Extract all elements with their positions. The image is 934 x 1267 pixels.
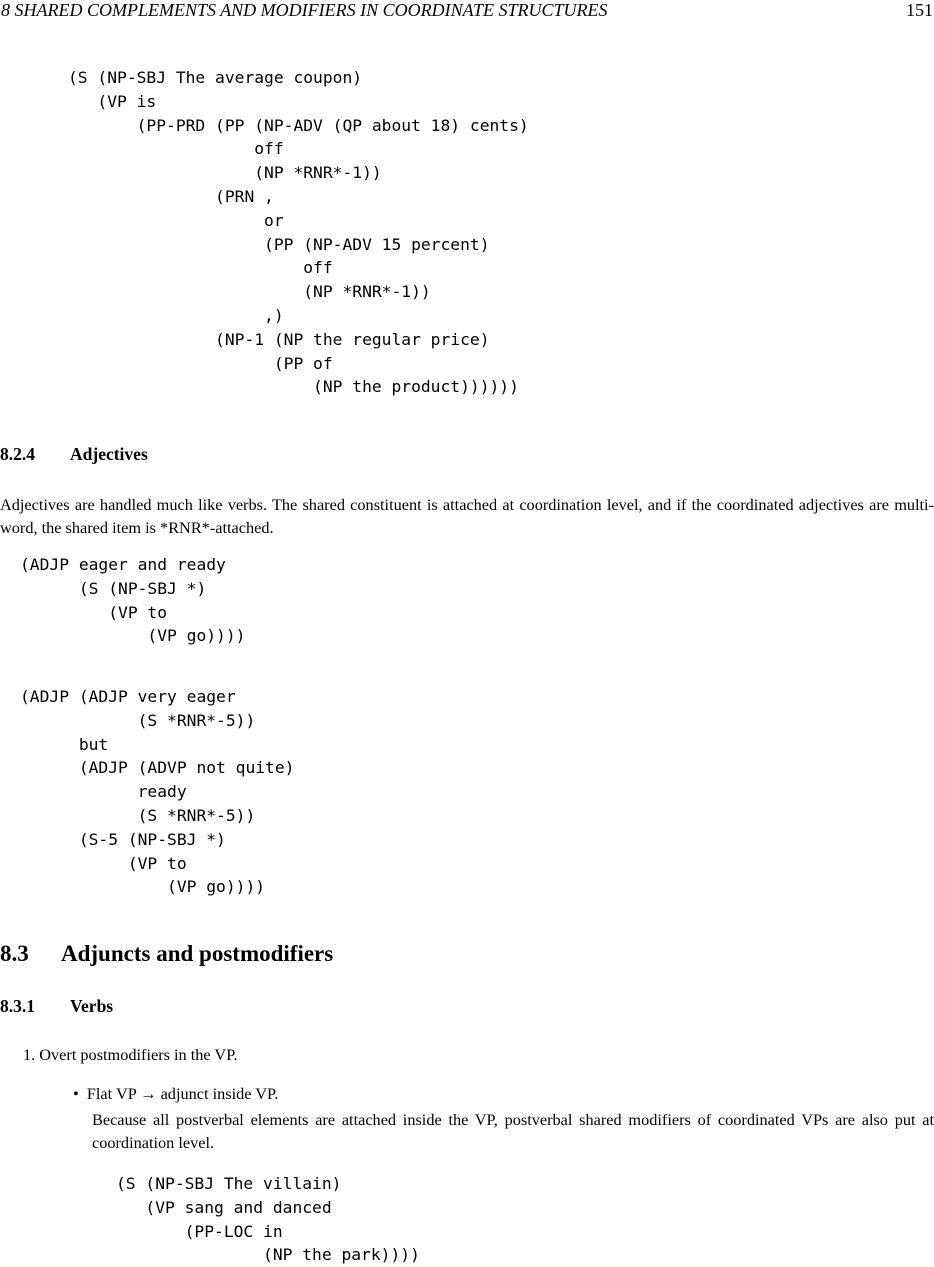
code-example-rnr-pp: (S (NP-SBJ The average coupon) (VP is (PP-PRD (PP (NP-ADV (QP about 18) cents) off (NP *RNR*-1)) (PRN , or (PP (NP-ADV 15 percent) off (NP *RNR*-1)) ,) (NP-1 (NP the regular price) (PP of (NP the product)))))): [68, 68, 529, 397]
page-number: 151: [906, 0, 933, 20]
code-example-adjp-2: (ADJP (ADJP very eager (S *RNR*-5)) but (ADJP (ADVP not quite) ready (S *RNR*-5)) (S-5 (NP-SBJ *) (VP to (VP go)))): [20, 687, 295, 897]
bullet-item: [73, 1084, 278, 1104]
bullet-paragraph: Because all postverbal elements are attached inside the VP, postverbal shared modifiers of coordinated VPs are also put at coordination level.: [92, 1110, 934, 1152]
section-title: Verbs: [70, 996, 114, 1016]
section-number: 8.3: [0, 941, 29, 966]
section-heading-8-3: [0, 941, 333, 967]
paragraph-adjectives: Adjectives are handled much like verbs. The shared constituent is attached at coordination level, and if the coordinated adjectives are multi-word, the shared item is *RNR*-attached.: [0, 495, 934, 537]
running-header: 8 SHARED COMPLEMENTS AND MODIFIERS IN COORDINATE STRUCTURES: [1, 0, 608, 20]
section-title: Adjuncts and postmodifiers: [61, 941, 334, 966]
code-example-adjp-1: (ADJP eager and ready (S (NP-SBJ *) (VP to (VP go)))): [20, 555, 246, 646]
section-title: Adjectives: [70, 444, 148, 464]
section-number: 8.3.1: [0, 996, 35, 1016]
code-example-verbs: (S (NP-SBJ The villain) (VP sang and danced (PP-LOC in (NP the park)))): [116, 1174, 420, 1265]
list-item-1: 1. Overt postmodifiers in the VP.: [23, 1045, 238, 1064]
section-heading-8-3-1: [0, 996, 113, 1017]
section-number: 8.2.4: [0, 444, 35, 464]
bullet-icon: •: [73, 1084, 79, 1103]
section-heading-8-2-4: [0, 444, 148, 465]
bullet-text: Flat VP → adjunct inside VP.: [86, 1084, 279, 1103]
